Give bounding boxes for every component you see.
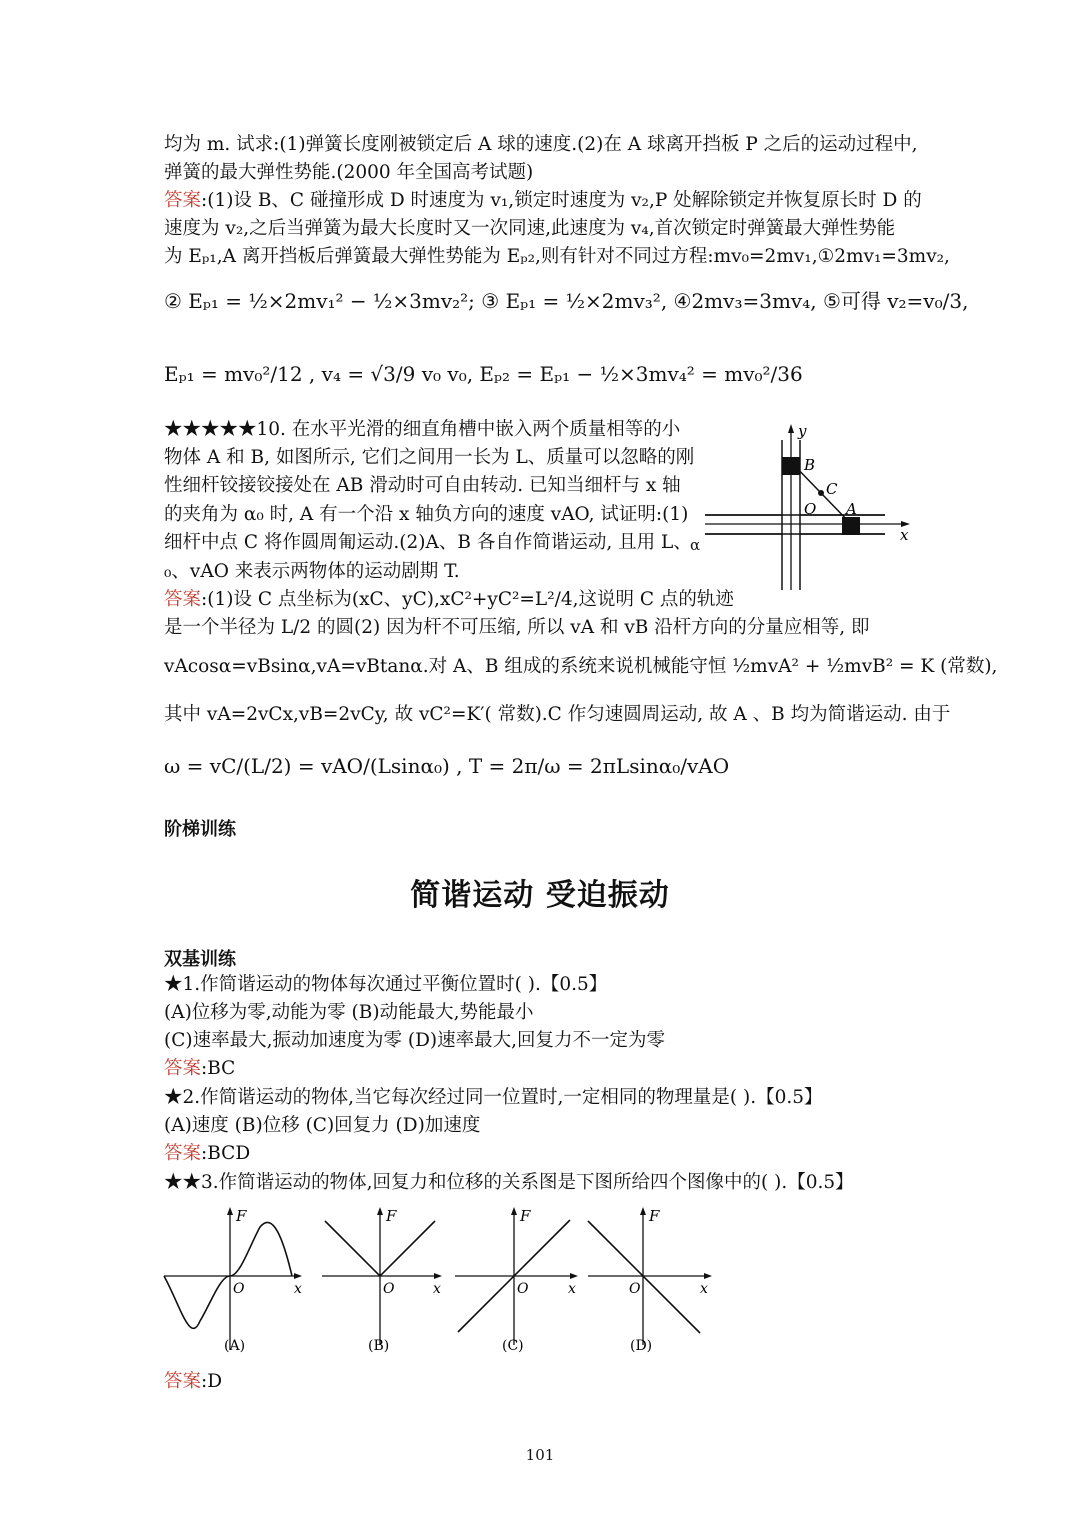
p10-line3: 性细杆铰接铰接处在 AB 滑动时可自由转动. 已知当细杆与 x 轴	[164, 475, 681, 496]
q2-options: (A)速度 (B)位移 (C)回复力 (D)加速度	[164, 1115, 481, 1136]
svg-text:(B): (B)	[368, 1338, 390, 1354]
q3-graphs	[160, 1205, 720, 1360]
p10-line6: ₀、vAO 来表示两物体的运动剧期 T.	[164, 561, 460, 582]
subsection-label: 双基训练	[164, 949, 236, 970]
svg-text:O: O	[233, 1281, 245, 1297]
label-a: A	[846, 500, 857, 518]
svg-text:F: F	[649, 1207, 660, 1225]
svg-text:O: O	[517, 1281, 529, 1297]
answer-label: 答案	[164, 190, 202, 211]
graph-d	[588, 1207, 712, 1354]
groove-figure	[700, 420, 915, 592]
svg-text:x: x	[294, 1281, 302, 1297]
block-b	[782, 457, 800, 475]
label-o: O	[804, 500, 817, 518]
point-c	[818, 490, 824, 496]
q1-stem: ★1.作简谐运动的物体每次通过平衡位置时( ).【0.5】	[164, 974, 608, 995]
q3-answer: 答案:D	[164, 1371, 223, 1392]
svg-text:F: F	[520, 1207, 531, 1225]
q1-options-2: (C)速率最大,振动加速度为零 (D)速率最大,回复力不一定为零	[164, 1030, 666, 1051]
svg-text:x: x	[433, 1281, 441, 1297]
q1-options-1: (A)位移为零,动能为零 (B)动能最大,势能最小	[164, 1002, 534, 1023]
label-y: y	[798, 422, 807, 440]
p10-line4: 的夹角为 α₀ 时, A 有一个沿 x 轴负方向的速度 vAO, 试证明:(1)	[164, 504, 689, 525]
prev-answer-line1: 答案:(1)设 B、C 碰撞形成 D 时速度为 v₁,锁定时速度为 v₂,P 处解除锁定并恢复原长时 D 的	[164, 190, 922, 211]
svg-text:(C): (C)	[502, 1338, 524, 1354]
q1-answer: 答案:BC	[164, 1058, 236, 1079]
p10-line2: 物体 A 和 B, 如图所示, 它们之间用一长为 L、质量可以忽略的刚	[164, 447, 695, 468]
section-label: 阶梯训练	[164, 819, 236, 840]
p10-line5: 细杆中点 C 将作圆周匍运动.(2)A、B 各自作简谐运动, 且用 L、	[164, 532, 692, 553]
svg-text:F: F	[236, 1207, 247, 1225]
svg-text:(A): (A)	[224, 1338, 246, 1354]
label-b: B	[804, 456, 816, 474]
block-a	[842, 517, 860, 535]
p10-answer-line4: 其中 vA=2vCx,vB=2vCy, 故 vC²=K′( 常数).C 作匀速圆周运动, 故 A 、B 均为简谐运动. 由于	[164, 704, 951, 725]
label-c: C	[826, 480, 838, 498]
prev-problem-line2: 弹簧的最大弹性势能.(2000 年全国高考试题)	[164, 162, 534, 183]
svg-text:(D): (D)	[630, 1338, 653, 1354]
svg-text:O: O	[629, 1281, 641, 1297]
prev-answer-line3: 为 Eₚ₁,A 离开挡板后弹簧最大弹性势能为 Eₚ₂,则有针对不同过方程:mv₀=2mv₁,①2mv₁=3mv₂,	[164, 246, 950, 267]
page-number: 101	[525, 1446, 555, 1464]
p10-answer-line3: vAcosα=vBsinα,vA=vBtanα.对 A、B 组成的系统来说机械能守恒 ½mvA² + ½mvB² = K (常数),	[164, 656, 998, 677]
svg-text:O: O	[383, 1281, 395, 1297]
answer-label: 答案	[164, 589, 202, 610]
answer-label: 答案	[164, 1371, 202, 1392]
answer-label: 答案	[164, 1058, 202, 1079]
q3-stem: ★★3.作简谐运动的物体,回复力和位移的关系图是下图所给四个图像中的( ).【0.5】	[164, 1172, 854, 1193]
q2-answer: 答案:BCD	[164, 1143, 251, 1164]
p10-line1: ★★★★★10. 在水平光滑的细直角槽中嵌入两个质量相等的小	[164, 419, 681, 440]
svg-text:x: x	[568, 1281, 576, 1297]
prev-equation-line: ② Eₚ₁ = ½×2mv₁² − ½×3mv₂²; ③ Eₚ₁ = ½×2mv₃², ④2mv₃=3mv₄, ⑤可得 v₂=v₀/3,	[164, 289, 969, 313]
q2-stem: ★2.作简谐运动的物体,当它每次经过同一位置时,一定相同的物理量是( ).【0.5】	[164, 1087, 823, 1108]
svg-text:x: x	[700, 1281, 708, 1297]
prev-answer-line2: 速度为 v₂,之后当弹簧为最大长度时又一次同速,此速度为 v₄,首次锁定时弹簧最大弹性势能	[164, 218, 896, 239]
prev-result-line: Eₚ₁ = mv₀²/12 , v₄ = √3/9 v₀ v₀, Eₚ₂ = Eₚ₁ − ½×3mv₄² = mv₀²/36	[164, 362, 803, 386]
p10-answer-line2: 是一个半径为 L/2 的圆(2) 因为杆不可压缩, 所以 vA 和 vB 沿杆方向的分量应相等, 即	[164, 617, 870, 638]
graph-b	[322, 1207, 442, 1354]
p10-answer-line1: 答案:(1)设 C 点坐标为(xC、yC),xC²+yC²=L²/4,这说明 C 点的轨迹	[164, 589, 734, 610]
answer-label: 答案	[164, 1143, 202, 1164]
p10-alpha-fragment: α	[690, 536, 701, 554]
graph-c	[455, 1207, 578, 1354]
label-x: x	[900, 526, 909, 544]
prev-problem-line1: 均为 m. 试求:(1)弹簧长度刚被锁定后 A 球的速度.(2)在 A 球离开挡板 P 之后的运动过程中,	[164, 134, 918, 155]
page-title: 简谐运动 受迫振动	[410, 878, 670, 913]
svg-text:F: F	[386, 1207, 397, 1225]
p10-answer-equation: ω = vC/(L/2) = vAO/(Lsinα₀) , T = 2π/ω = 2πLsinα₀/vAO	[164, 754, 730, 778]
graph-a	[164, 1207, 302, 1354]
